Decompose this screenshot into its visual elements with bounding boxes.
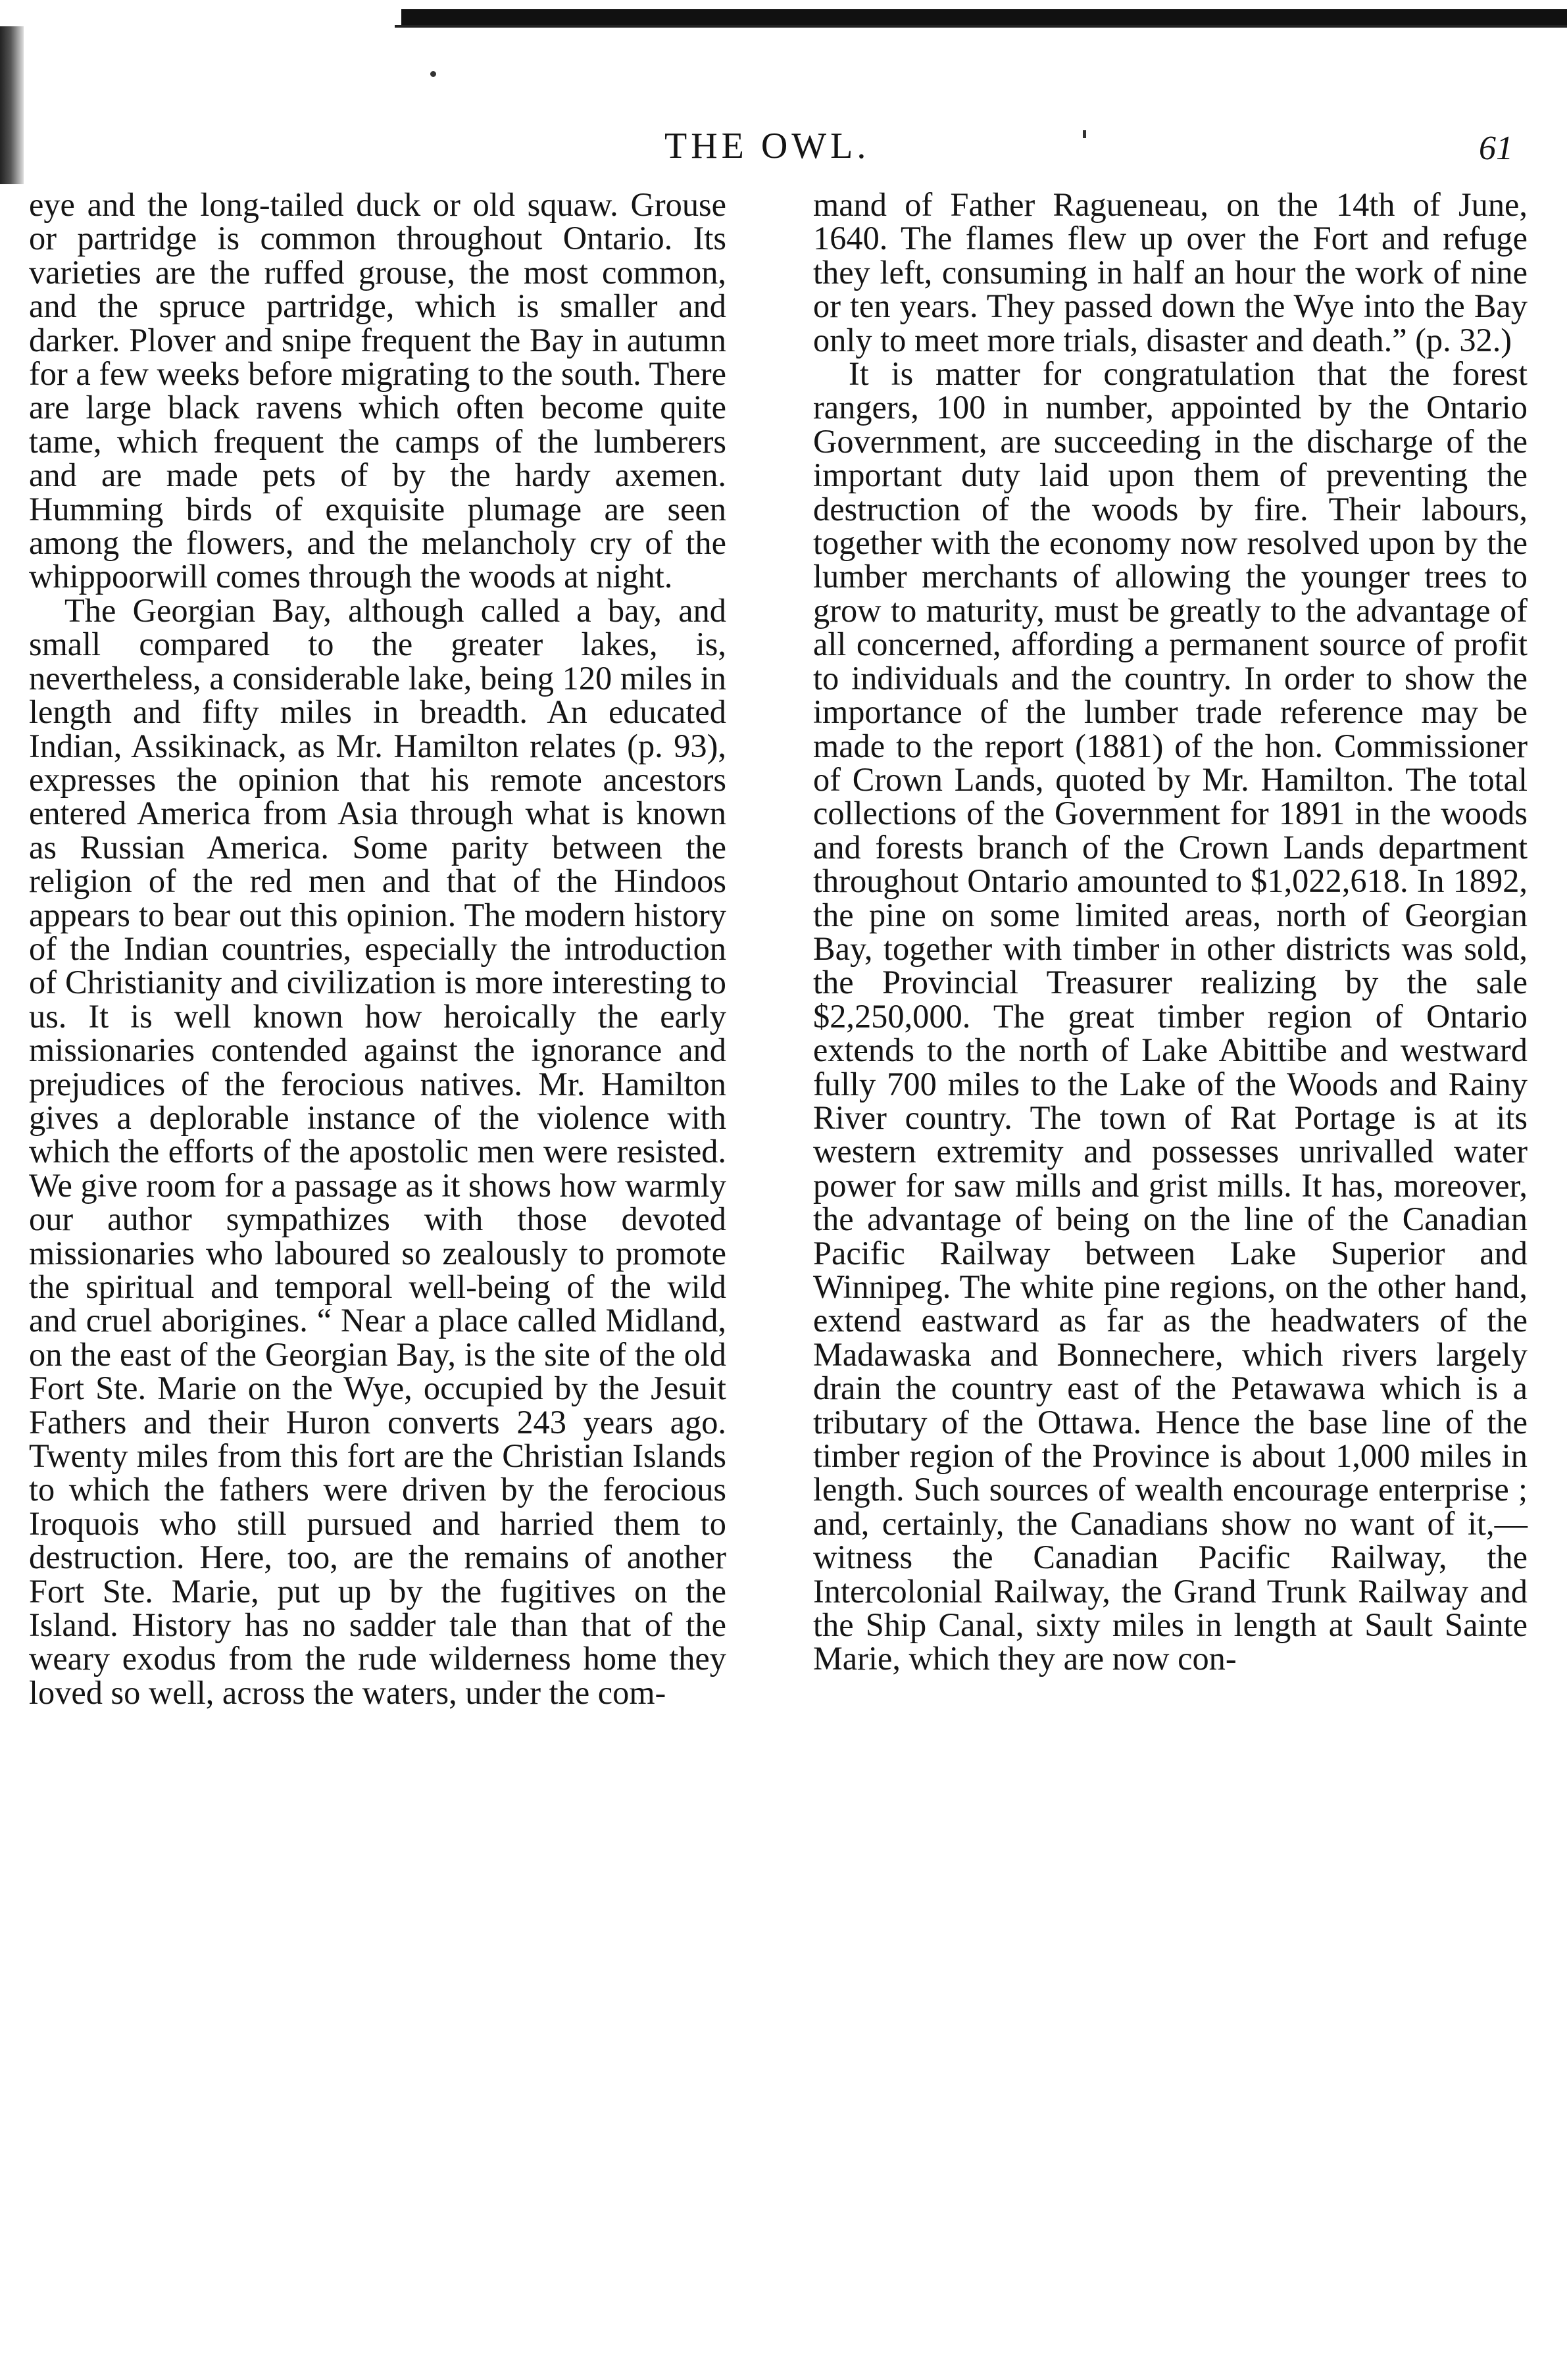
- paragraph: The Georgian Bay, although called a bay, and small compared to the greater lakes, is, nevertheless, a considerable lake, being 120 miles in length and fifty miles in breadth. An educated Indian, Assikinack, as Mr. Hamilton relates (p. 93), expresses the opinion that his remote ancestors entered America from Asia through what is known as Russian America. Some parity between the religion of the red men and that of the Hindoos appears to bear out this opinion. The modern history of the Indian countries, especially the introduction of Christianity and civilization is more interesting to us. It is well known how heroically the early missionaries contended against the ignorance and prejudices of the ferocious natives. Mr. Hamilton gives a deplorable instance of the violence with which the efforts of the apostolic men were resisted. We give room for a passage as it shows how warmly our author sympathizes with those devoted missionaries who laboured so zealously to promote the spiritual and temporal well-being of the wild and cruel aborigines. “ Near a place called Midland, on the east of the Georgian Bay, is the site of the old Fort Ste. Marie on the Wye, occupied by the Jesuit Fathers and their Huron converts 243 years ago. Twenty miles from this fort are the Christian Islands to which the fathers were driven by the ferocious Iroquois who still pursued and harried them to destruction. Here, too, are the remains of another Fort Ste. Marie, put up by the fugitives on the Island. History has no sadder tale than that of the weary exodus from the rude wilderness home they loved so well, across the waters, under the com-: [29, 591, 726, 1711]
- page-edge-shadow: [0, 26, 24, 184]
- page-number: 61: [1479, 130, 1513, 167]
- left-column: [29, 188, 726, 1710]
- right-column: [813, 188, 1528, 1676]
- top-border-rule-thin: [395, 25, 1567, 28]
- running-title: THE OWL.: [664, 126, 870, 166]
- ink-mark: [1083, 130, 1086, 138]
- top-border-rule: [401, 9, 1567, 25]
- ink-speck: [430, 71, 436, 77]
- paragraph: It is matter for congratulation that the forest rangers, 100 in number, appointed by the Ontario Government, are succeeding in the discharge of the important duty laid upon them of preventing the destruction of the woods by fire. Their labours, together with the economy now resolved upon by the lumber merchants of allowing the younger trees to grow to maturity, must be greatly to the advantage of all concerned, affording a permanent source of profit to individuals and the country. In order to show the importance of the lumber trade reference may be made to the report (1881) of the hon. Commissioner of Crown Lands, quoted by Mr. Hamilton. The total collections of the Government for 1891 in the woods and forests branch of the Crown Lands department throughout Ontario amounted to $1,022,618. In 1892, the pine on some limited areas, north of Georgian Bay, together with timber in other districts was sold, the Provincial Treasurer realizing by the sale $2,250,000. The great timber region of Ontario extends to the north of Lake Abittibe and westward fully 700 miles to the Lake of the Woods and Rainy River country. The town of Rat Portage is at its western extremity and possesses unrivalled water power for saw mills and grist mills. It has, moreover, the advantage of being on the line of the Canadian Pacific Railway between Lake Superior and Winnipeg. The white pine regions, on the other hand, extend eastward as far as the headwaters of the Madawaska and Bonnechere, which rivers largely drain the country east of the Petawawa which is a tributary of the Ottawa. Hence the base line of the timber region of the Province is about 1,000 miles in length. Such sources of wealth encourage enterprise ; and, certainly, the Canadians show no want of it,—witness the Canadian Pacific Railway, the Intercolonial Railway, the Grand Trunk Railway and the Ship Canal, sixty miles in length at Sault Sainte Marie, which they are now con-: [813, 355, 1528, 1677]
- paragraph-continued: mand of Father Ragueneau, on the 14th of June, 1640. The flames flew up over the Fort and refuge they left, consuming in half an hour the work of nine or ten years. They passed down the Wye into the Bay only to meet more trials, disaster and death.” (p. 32.): [813, 186, 1528, 359]
- paragraph-continued: eye and the long-tailed duck or old squaw. Grouse or partridge is common throughout Ontario. Its varieties are the ruffed grouse, the most common, and the spruce partridge, which is smaller and darker. Plover and snipe frequent the Bay in autumn for a few weeks before migrating to the south. There are large black ravens which often become quite tame, which frequent the camps of the lumberers and are made pets of by the hardy axemen. Humming birds of exquisite plumage are seen among the flowers, and the melancholy cry of the whippoorwill comes through the woods at night.: [29, 186, 726, 595]
